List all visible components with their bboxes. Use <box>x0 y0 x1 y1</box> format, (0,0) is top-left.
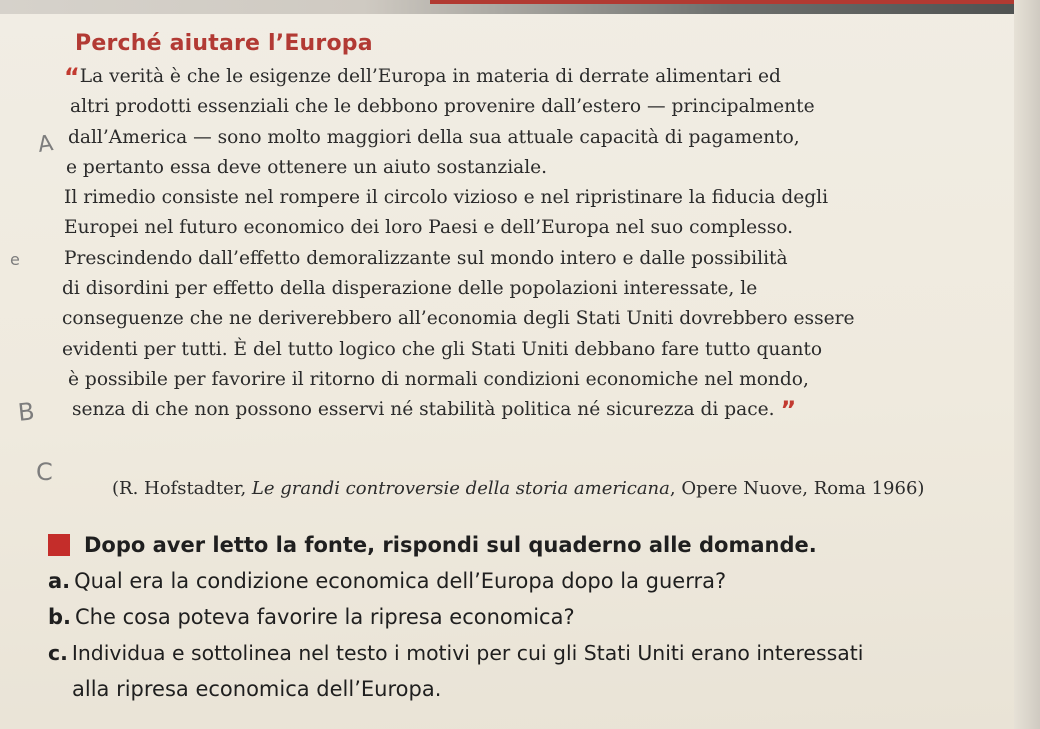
quote-line <box>56 123 986 153</box>
quote-line <box>56 153 986 183</box>
citation-book: Le grandi controversie della storia americana <box>251 478 670 499</box>
close-quote-mark: ” <box>780 396 797 425</box>
citation-suffix: , Opere Nuove, Roma 1966) <box>669 478 925 499</box>
quote-line <box>56 213 986 243</box>
red-square-icon <box>48 534 70 556</box>
citation <box>112 478 924 499</box>
margin-note-b: B <box>16 397 36 427</box>
question-a <box>48 563 1028 599</box>
quote-line <box>56 92 986 122</box>
quote-line-text: conseguenze che ne deriverebbero all’economia degli Stati Uniti dovrebbero essere <box>62 308 855 330</box>
question-c <box>48 635 1028 671</box>
margin-note-e: e <box>10 250 20 269</box>
question-letter: a. <box>48 569 71 593</box>
question-b <box>48 599 1028 635</box>
quote-line-text: evidenti per tutti. È del tutto logico che gli Stati Uniti debbano fare tutto quanto <box>62 338 823 360</box>
question-letter: b. <box>48 605 72 629</box>
instruction-text: Dopo aver letto la fonte, rispondi sul quaderno alle domande. <box>84 533 817 557</box>
quote-line-text: Il rimedio consiste nel rompere il circolo vizioso e nel ripristinare la fiducia degli <box>64 187 829 209</box>
quote-line <box>56 335 986 365</box>
quote-line <box>56 62 986 92</box>
instruction <box>48 527 1028 563</box>
open-quote-mark: “ <box>64 63 80 91</box>
question-text: Qual era la condizione economica dell’Europa dopo la guerra? <box>74 569 727 593</box>
quote-line <box>56 395 986 425</box>
top-red-border <box>430 0 1040 4</box>
margin-note-c: C <box>36 458 53 486</box>
quote-line-text: altri prodotti essenziali che le debbono provenire dall’estero — principalmente <box>70 96 815 118</box>
quote-line-text: La verità è che le esigenze dell’Europa in materia di derrate alimentari ed <box>79 66 781 87</box>
margin-note-a: A <box>36 131 55 158</box>
question-c-continuation: alla ripresa economica dell’Europa. <box>72 677 442 701</box>
quote-line <box>56 244 986 274</box>
question-text: Che cosa poteva favorire la ripresa economica? <box>75 605 575 629</box>
quote-line <box>56 274 986 304</box>
quote-line-text: è possibile per favorire il ritorno di normali condizioni economiche nel mondo, <box>68 368 809 390</box>
question-text: Individua e sottolinea nel testo i motivi per cui gli Stati Uniti erano interessati <box>71 641 864 665</box>
quote-line <box>56 365 986 395</box>
quote-line <box>56 183 986 213</box>
question-letter: c. <box>48 641 68 665</box>
citation-prefix: (R. Hofstadter, <box>112 478 252 499</box>
questions-block <box>48 527 1028 707</box>
quote-line-text: e pertanto essa deve ottenere un aiuto sostanziale. <box>66 156 548 178</box>
quote-block <box>56 62 986 426</box>
quote-line-text: Europei nel futuro economico dei loro Paesi e dell’Europa nel suo complesso. <box>64 217 794 239</box>
quote-line-text: Prescindendo dall’effetto demoralizzante sul mondo intero e dalle possibilità <box>64 247 788 269</box>
quote-line-text: senza di che non possono esservi né stabilità politica né sicurezza di pace. <box>72 399 775 421</box>
quote-line <box>56 304 986 334</box>
quote-line-text: di disordini per effetto della disperazione delle popolazioni interessate, le <box>62 278 758 300</box>
section-title: Perché aiutare l’Europa <box>75 31 373 56</box>
quote-line-text: dall’America — sono molto maggiori della sua attuale capacità di pagamento, <box>68 126 800 148</box>
